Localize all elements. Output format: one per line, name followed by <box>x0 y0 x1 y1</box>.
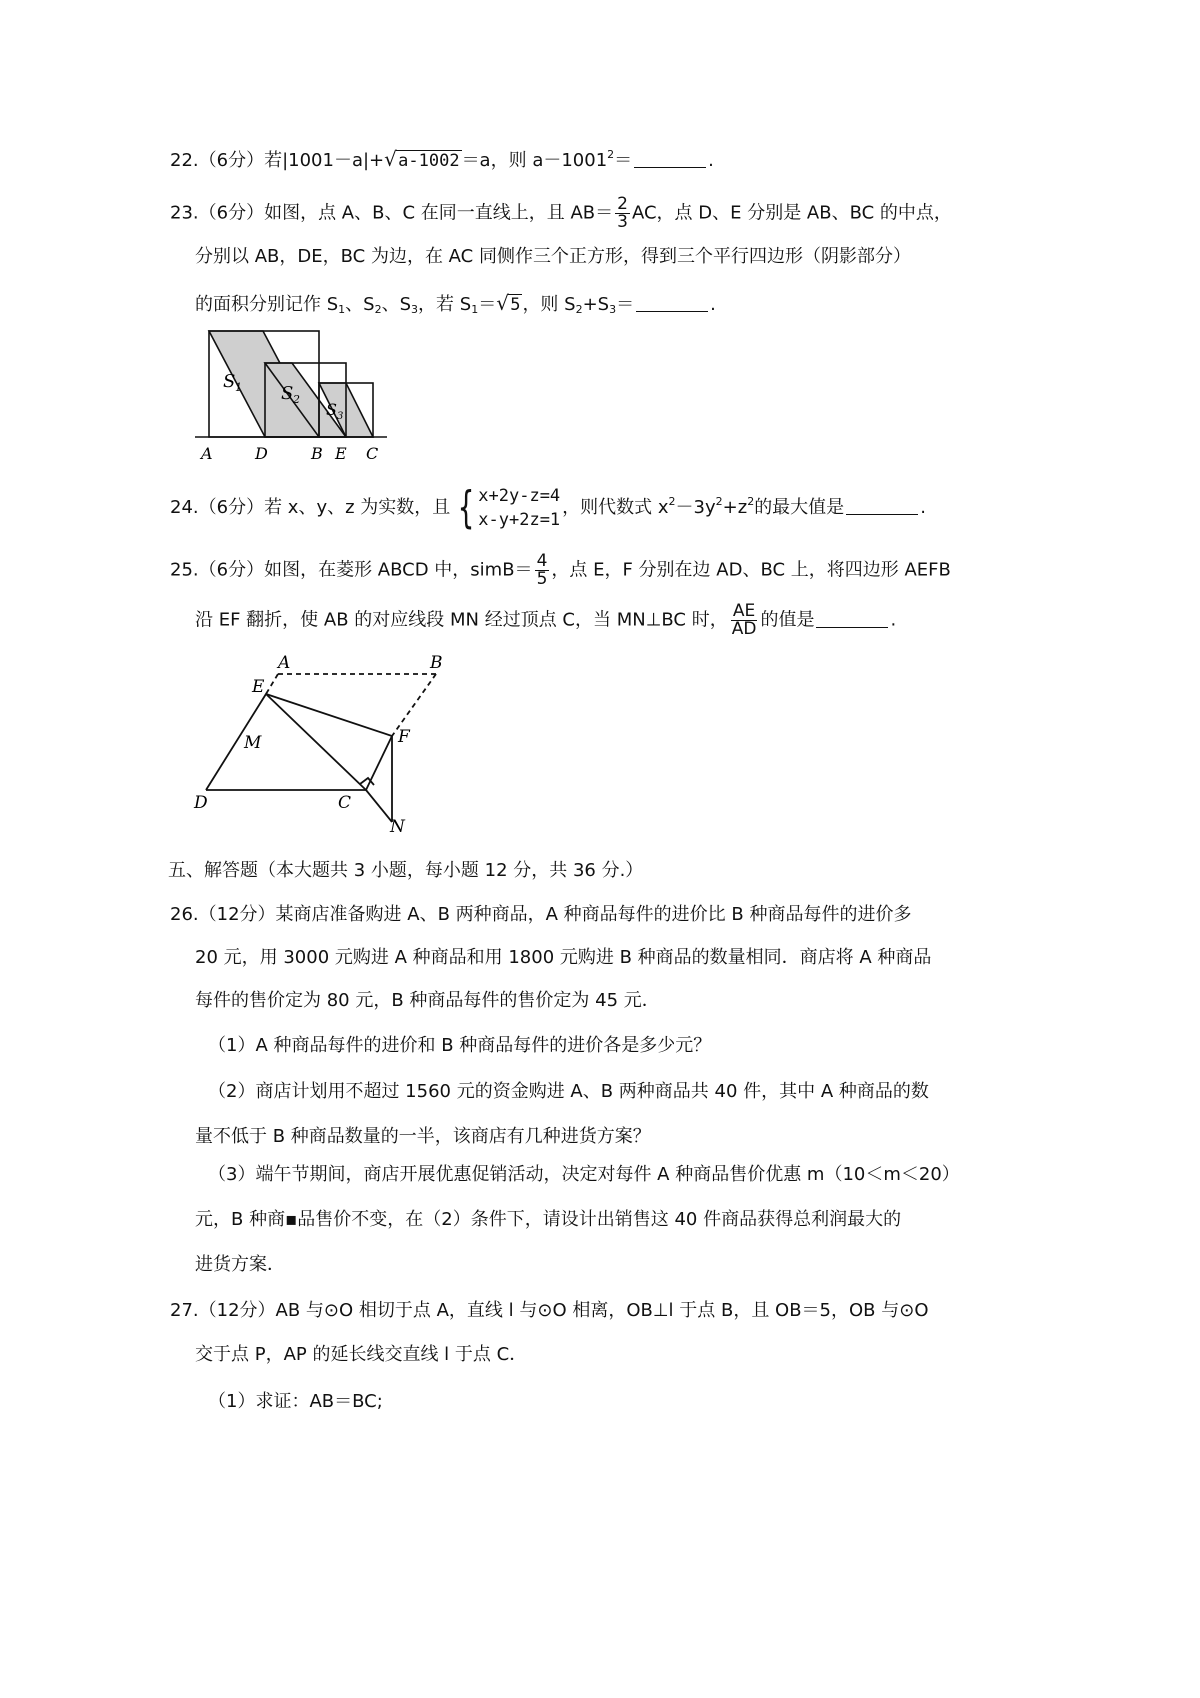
question-27-line-1: 27.（12分）AB 与⊙O 相切于点 A，直线 l 与⊙O 相离，OB⊥l 于点 B，且 OB＝5，OB 与⊙O <box>170 1300 929 1321</box>
figure-squares <box>195 325 395 465</box>
equation-system: { x+2y-z=4 x-y+2z=1 <box>457 482 561 533</box>
point-D: D <box>194 793 208 813</box>
fraction: $\frac{4}{5}$ <box>536 551 548 589</box>
sqrt-expression: √ a-1002 <box>384 149 461 173</box>
question-26-part-2a: （2）商店计划用不超过 1560 元的资金购进 A、B 两种商品共 40 件，其中 A 种商品的数 <box>208 1081 929 1102</box>
point-A: A <box>201 444 213 463</box>
question-26-part-3c: 进货方案． <box>195 1254 285 1275</box>
answer-blank[interactable] <box>636 293 708 312</box>
label-S2-sub: 2 <box>293 393 300 406</box>
question-26-part-2b: 量不低于 B 种商品数量的一半，该商店有几种进货方案？ <box>195 1126 651 1147</box>
fraction: $\frac{2}{3}$ <box>617 194 628 232</box>
point-F: F <box>398 727 410 747</box>
question-25-line-2: 沿 EF 翻折，使 AB 的对应线段 MN 经过顶点 C，当 MN⊥BC 时， $\frac{AE}{AD}$ 的值是 . <box>195 601 897 639</box>
sqrt-expression: √ 5 <box>496 293 522 317</box>
section-heading: 五、解答题（本大题共 3 小题，每小题 12 分，共 36 分.） <box>168 860 644 881</box>
question-26-line-1: 26.（12分）某商店准备购进 A、B 两种商品，A 种商品每件的进价比 B 种商品每件的进价多 <box>170 904 912 925</box>
label-S3-sub: 3 <box>337 411 344 422</box>
point-A: A <box>278 653 291 673</box>
question-23-line-2: 分别以 AB，DE，BC 为边，在 AC 同侧作三个正方形，得到三个平行四边形（阴影部分） <box>195 246 911 267</box>
fraction: $\frac{AE}{AD}$ <box>731 601 757 639</box>
question-23-line-3: 的面积分别记作 $S_1$、$S_2$、$S_3$，若 $S_1=√$ 5 ，则 $S_2+S_3=$ . <box>195 293 716 322</box>
point-B: B <box>430 653 443 673</box>
point-M: M <box>244 733 262 753</box>
question-27-line-2: 交于点 P，AP 的延长线交直线 l 于点 C． <box>195 1344 528 1365</box>
figure-rhombus <box>192 652 454 834</box>
question-26-part-1: （1）A 种商品每件的进价和 B 种商品每件的进价各是多少元？ <box>208 1035 712 1056</box>
question-23-line-1: 23.（6分）如图，点 A、B、C 在同一直线上，且 AB＝ $\frac{2}{3}$ AC，点 D、E 分别是 AB、BC 的中点， <box>170 194 952 232</box>
label-S1: S <box>223 371 236 392</box>
label-S1-sub: 1 <box>235 381 242 394</box>
label-S3: S <box>326 400 337 419</box>
point-C: C <box>366 444 379 463</box>
answer-blank[interactable] <box>634 149 706 168</box>
point-N: N <box>390 817 405 834</box>
point-E: E <box>335 444 347 463</box>
label-S2: S <box>281 383 294 404</box>
point-E: E <box>252 677 265 697</box>
point-B: B <box>311 444 323 463</box>
question-26-line-2: 20 元，用 3000 元购进 A 种商品和用 1800 元购进 B 种商品的数量相同．商店将 A 种商品 <box>195 947 932 968</box>
question-24: 24.（6分）若 x、y、z 为实数，且 { x+2y-z=4 x-y+2z=1 ，则代数式 $x^2-3y^2+z^2$的最大值是 . <box>170 482 926 533</box>
point-D: D <box>255 444 268 463</box>
question-25-line-1: 25.（6分）如图，在菱形 ABCD 中，simB＝ $\frac{4}{5}$ ，点 E，F 分别在边 AD、BC 上，将四边形 AEFB <box>170 551 951 589</box>
question-22: 22.（6分）若|1001－a|+√ a-1002 ＝a，则 $a-1001^2=$ . <box>170 143 714 173</box>
question-26-line-3: 每件的售价定为 80 元，B 种商品每件的售价定为 45 元． <box>195 990 660 1011</box>
question-27-part-1: （1）求证：AB＝BC; <box>208 1391 383 1412</box>
question-26-part-3a: （3）端午节期间，商店开展优惠促销活动，决定对每件 A 种商品售价优惠 m（10＜m＜20） <box>208 1164 960 1185</box>
point-C: C <box>338 793 352 813</box>
answer-blank[interactable] <box>816 609 888 628</box>
question-26-part-3b: 元，B 种商▪品售价不变，在（2）条件下，请设计出销售这 40 件商品获得总利润最大的 <box>195 1209 902 1230</box>
answer-blank[interactable] <box>846 496 918 515</box>
